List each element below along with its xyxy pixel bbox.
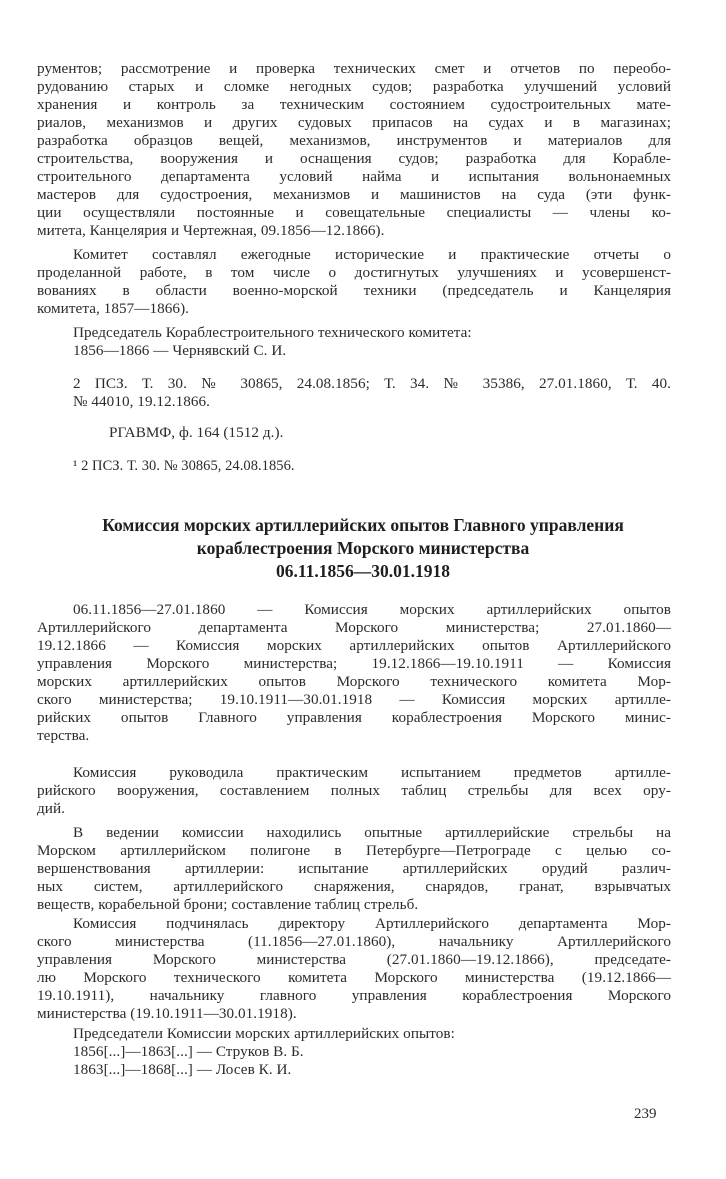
text-line: Комиссия руководила практическим испытанием предметов артилле-: [73, 764, 671, 781]
text-line: дий.: [37, 800, 65, 817]
text-line: ского министерства (11.1856—27.01.1860), начальнику Артиллерийского: [37, 933, 671, 950]
chair-entry: 1863[...]—1868[...] — Лосев К. И.: [73, 1061, 292, 1078]
text-line: риалов, механизмов и других судовых припасов на судах и в магазинах;: [37, 114, 671, 131]
text-line: проделанной работе, в том числе о достигнутых улучшениях и усовершенст-: [37, 264, 671, 281]
section-title: Комиссия морских артиллерийских опытов Главного управления: [102, 515, 624, 535]
text-line: Артиллерийского департамента Морского министерства; 27.01.1860—: [37, 619, 671, 636]
text-line: морских артиллерийских опытов Морского технического комитета Мор-: [37, 673, 671, 690]
text-line: министерства (19.10.1911—30.01.1918).: [37, 1005, 297, 1022]
page-number: 239: [634, 1106, 657, 1122]
text-line: вершенствования артиллерии: испытание артиллерийских орудий различ-: [37, 860, 671, 877]
text-line: рументов; рассмотрение и проверка технических смет и отчетов по переобо-: [37, 60, 671, 77]
section-title: кораблестроения Морского министерства: [196, 538, 530, 558]
text-line: лю Морского технического комитета Морского министерства (19.12.1866—: [37, 969, 671, 986]
text-line: митета, Канцелярия и Чертежная, 09.1856—12.1866).: [37, 222, 385, 239]
text-line: В ведении комиссии находились опытные артиллерийские стрельбы на: [73, 824, 671, 841]
footnote: ¹ 2 ПСЗ. Т. 30. № 30865, 24.08.1856.: [73, 458, 295, 474]
text-line: вованиях в области военно-морской техники (председатель и Канцелярия: [37, 282, 671, 299]
text-line: мастеров для судостроения, механизмов и машинистов на суда (эти функ-: [37, 186, 671, 203]
text-line: Морском артиллерийском полигоне в Петербурге—Петрограде с целью со-: [37, 842, 671, 859]
text-line: рийского вооружения, составлением полных таблиц стрельбы для всех ору-: [37, 782, 671, 799]
text-line: управления Морского министерства; 19.12.1866—19.10.1911 — Комиссия: [37, 655, 671, 672]
text-line: строительного департамента условий найма и испытания вольнонаемных: [37, 168, 671, 185]
chairs-label: Председатели Комиссии морских артиллерийских опытов:: [73, 1025, 455, 1042]
text-line: ского министерства; 19.10.1911—30.01.1918 — Комиссия морских артилле-: [37, 691, 671, 708]
text-line: строительства, вооружения и оснащения судов; разработка для Корабле-: [37, 150, 671, 167]
text-line: 19.12.1866 — Комиссия морских артиллерийских опытов Артиллерийского: [37, 637, 671, 654]
text-line: ных систем, артиллерийского снаряжения, снарядов, гранат, взрывчатых: [37, 878, 671, 895]
text-line: управления Морского министерства (27.01.1860—19.12.1866), председате-: [37, 951, 671, 968]
law-reference: 2 ПСЗ. Т. 30. № 30865, 24.08.1856; Т. 34. № 35386, 27.01.1860, Т. 40.: [73, 375, 671, 392]
text-line: хранения и контроль за техническим состоянием судостроительных мате-: [37, 96, 671, 113]
chair-entry: 1856[...]—1863[...] — Струков В. Б.: [73, 1043, 304, 1060]
text-line: веществ, корабельной брони; составление таблиц стрельб.: [37, 896, 419, 913]
archive-reference: РГАВМФ, ф. 164 (1512 д.).: [109, 424, 284, 441]
chair-label: Председатель Кораблестроительного технического комитета:: [73, 324, 472, 341]
text-line: рийских опытов Главного управления кораблестроения Морского минис-: [37, 709, 671, 726]
text-line: Комитет составлял ежегодные исторические и практические отчеты о: [73, 246, 671, 263]
law-reference: № 44010, 19.12.1866.: [73, 393, 210, 410]
text-line: ции осуществляли постоянные и совещательные специалисты — члены ко-: [37, 204, 671, 221]
text-line: рудованию старых и сломке негодных судов; разработка улучшений условий: [37, 78, 671, 95]
text-line: 19.10.1911), начальнику главного управления кораблестроения Морского: [37, 987, 671, 1004]
text-line: 06.11.1856—27.01.1860 — Комиссия морских артиллерийских опытов: [73, 601, 671, 618]
text-line: Комиссия подчинялась директору Артиллерийского департамента Мор-: [73, 915, 671, 932]
text-line: разработка образцов вещей, механизмов, инструментов и материалов для: [37, 132, 671, 149]
text-line: комитета, 1857—1866).: [37, 300, 190, 317]
text-line: терства.: [37, 727, 90, 744]
section-dates: 06.11.1856—30.01.1918: [275, 561, 451, 581]
chair-entry: 1856—1866 — Чернявский С. И.: [73, 342, 287, 359]
